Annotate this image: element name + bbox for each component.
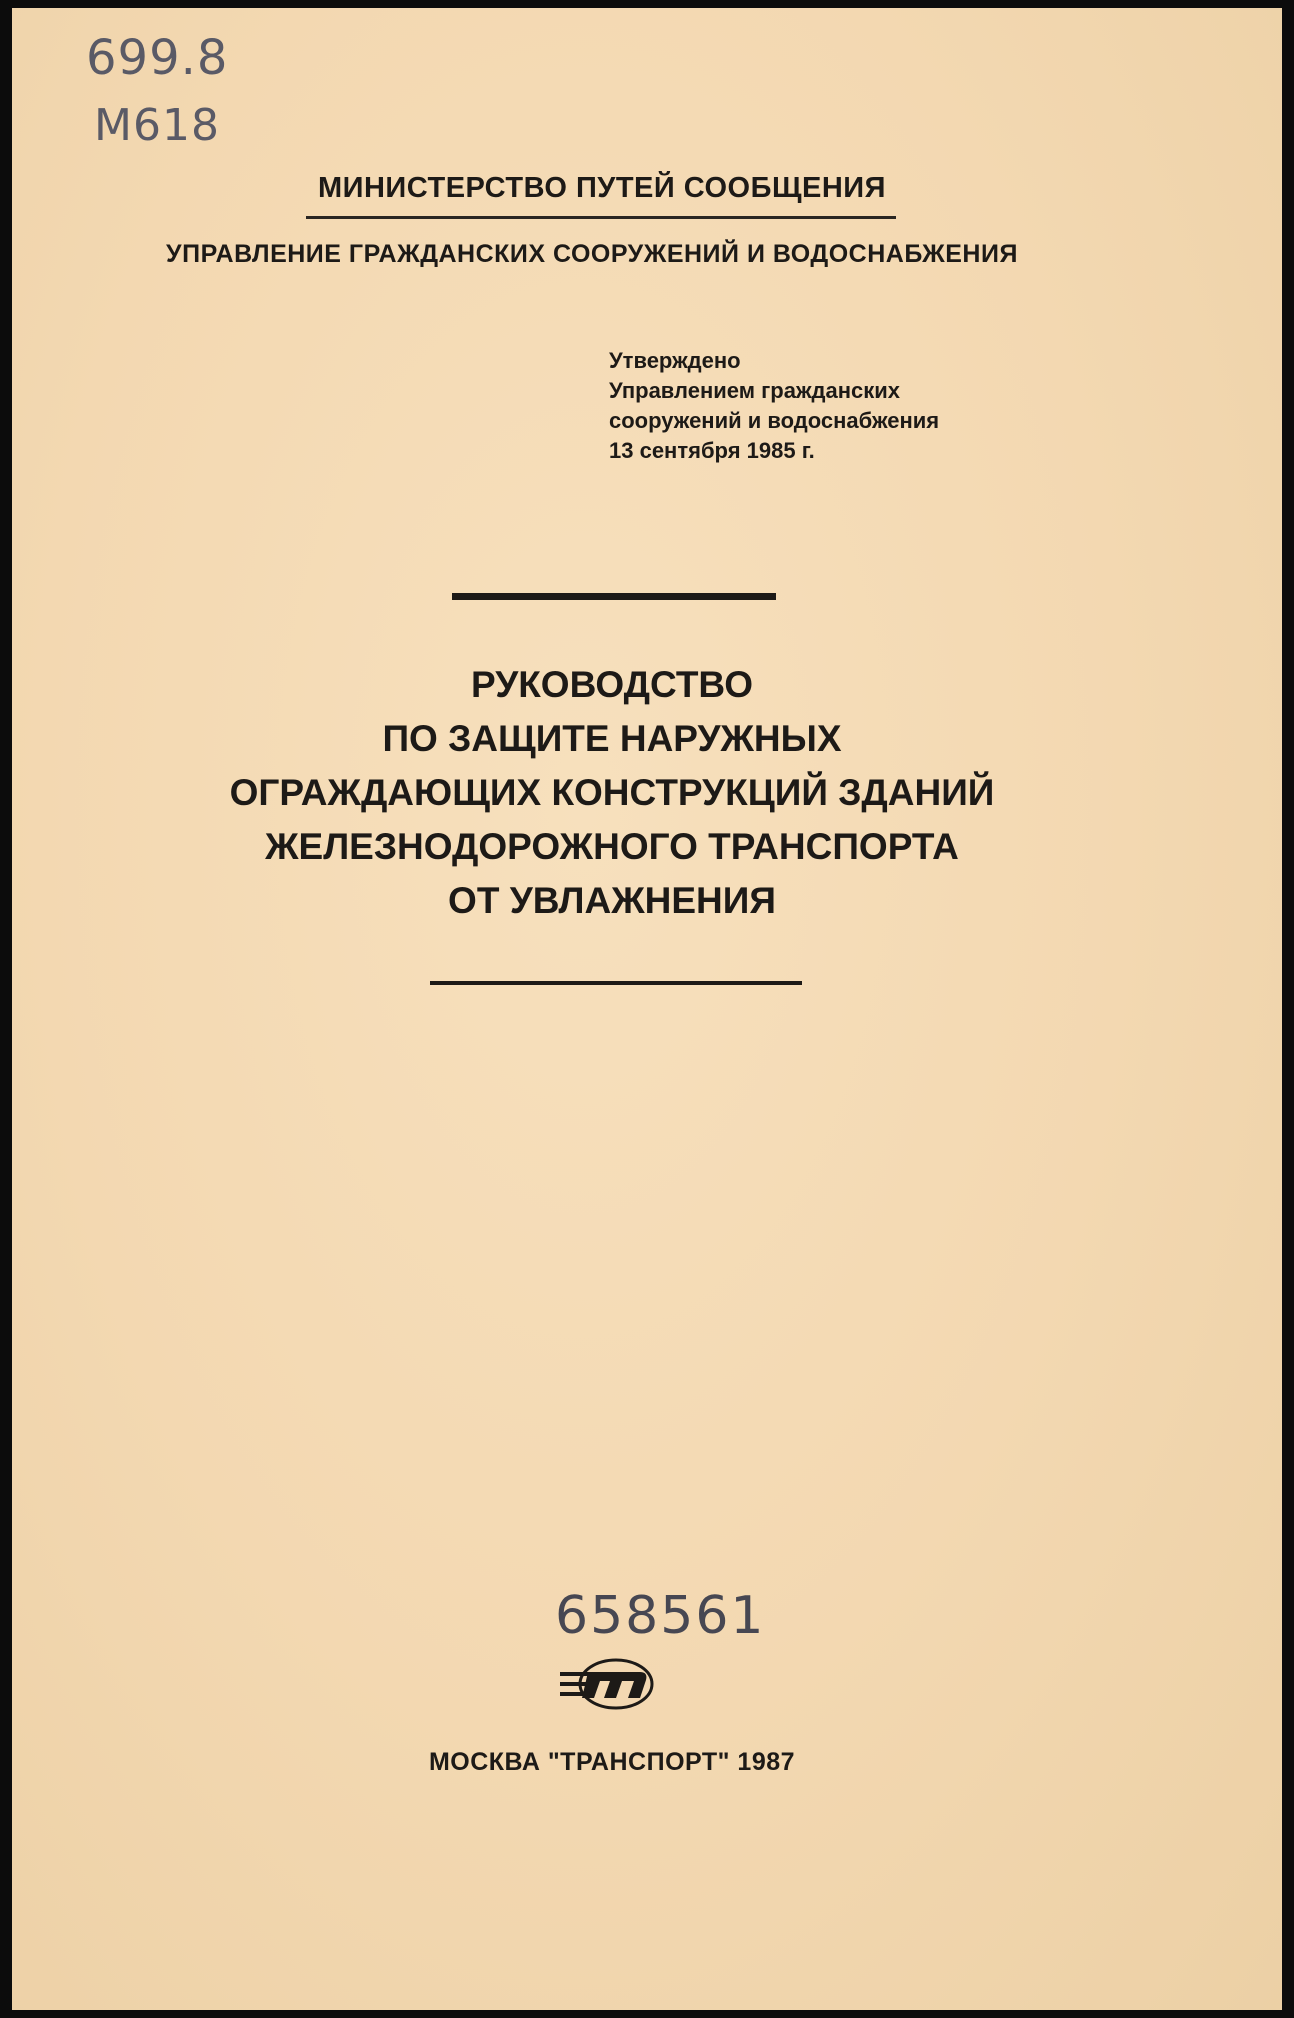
title-line: ОТ УВЛАЖНЕНИЯ [448,880,776,921]
title-bottom-rule [430,981,802,985]
handwritten-author-mark: M618 [94,100,220,151]
title-line: ОГРАЖДАЮЩИХ КОНСТРУКЦИЙ ЗДАНИЙ [229,772,995,813]
department-name: УПРАВЛЕНИЕ ГРАЖДАНСКИХ СООРУЖЕНИЙ И ВОДОСНАБЖЕНИЯ [166,240,1018,268]
ministry-underline [306,216,896,219]
handwritten-inventory-number: 658561 [555,1586,766,1646]
title-line: ЖЕЛЕЗНОДОРОЖНОГО ТРАНСПОРТА [265,826,959,867]
title-line: РУКОВОДСТВО [471,664,753,705]
transport-publisher-logo-icon [560,1654,656,1716]
approval-block [609,346,939,466]
approval-line: Утверждено [609,348,741,373]
handwritten-classification-code: 699.8 [86,30,229,86]
publisher-imprint: МОСКВА "ТРАНСПОРТ" 1987 [428,1748,796,1776]
approval-line: Управлением гражданских [609,378,901,403]
title-top-rule [452,593,776,600]
approval-date: 13 сентября 1985 г. [609,438,815,463]
ministry-name: МИНИСТЕРСТВО ПУТЕЙ СООБЩЕНИЯ [317,172,886,204]
approval-line: сооружений и водоснабжения [609,408,940,433]
document-title [92,658,1132,928]
title-page [12,8,1282,2010]
title-line: ПО ЗАЩИТЕ НАРУЖНЫХ [382,718,842,759]
